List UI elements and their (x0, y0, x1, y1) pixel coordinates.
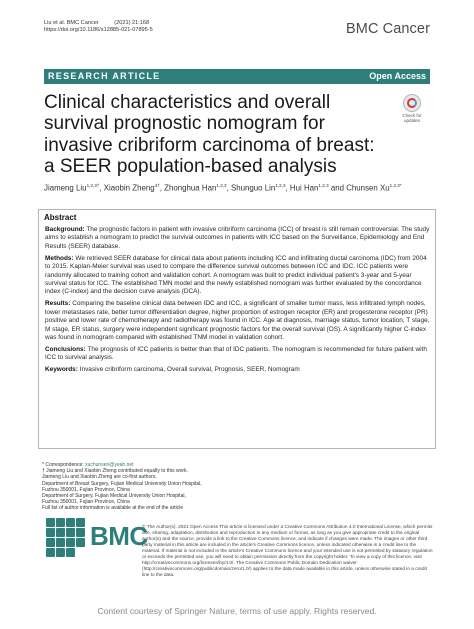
abstract-section-text: The prognostic factors in patient with invasive cribriform carcinoma (ICC) of breast is still remain controversial. The study aims to establish a nomogram to predict the survival outcomes in patients with ICC based on the Surveillance, Epidemiology and End Results (SEER) database. (45, 226, 430, 250)
co-first-note: Jiameng Liu and Xiaobin Zheng are co-first authors. (42, 474, 157, 481)
abstract-section-label: Keywords: (45, 365, 78, 373)
footer-notice: Content courtesy of Springer Nature, terms of use apply. Rights reserved. (97, 606, 377, 616)
abstract-section (45, 226, 431, 251)
article-title: Clinical characteristics and overall survival prognostic nomogram for invasive cribriform carcinoma of breast: a SEER population-based analysis (44, 92, 375, 177)
abstract-heading: Abstract (44, 213, 77, 222)
abstract-section-label: Conclusions: (45, 345, 86, 353)
doi-link[interactable]: https://doi.org/10.1186/s12885-021-07895-5 (44, 27, 153, 33)
affiliation-2: Department of Surgery, Fujian Medical University Union Hospital, Fuzhou 350001, Fujian Province, China (42, 493, 186, 506)
author-affiliation-marker: 1,2,3 (275, 183, 286, 188)
correspondence-email-link[interactable]: xuchunsen@yeah.net (85, 462, 134, 468)
author-list: Jiameng Liu$^{1,2,3\dagger}$, Xiaobin Zheng$^{4\dagger}$, Zhonghua Han$^{1,2,3}$, Shunguo Lin$^{1,2,3}$, Hui Han$^{1,2,3}$ and Chunsen $Xu^{1,2,3*}$ (44, 183, 402, 193)
author-name: Xiaobin Zheng (103, 183, 155, 193)
bmc-logo-text: BMC (90, 521, 148, 551)
abstract-section (45, 255, 431, 297)
author-name: Jiameng Liu (44, 183, 87, 193)
bmc-logo-mark-icon (46, 518, 86, 558)
citation (44, 20, 153, 34)
journal-name[interactable]: BMC Cancer (346, 21, 430, 37)
abstract-section-text: Invasive cribriform carcinoma, Overall survival, Prognosis, SEER, Nomogram (77, 365, 300, 373)
author-name: Zhonghua Han (164, 183, 217, 193)
open-access-label: Open Access (369, 71, 426, 81)
abstract-section-text: We retrieved SEER database for clinical data about patients including ICC and infiltrating ductal carcinoma (IDC) from 2004 to 2015. Kaplan-Meier survival was used to compare the difference survival outcomes between ICC and IDC. ICC patients were randomly allocated to training cohort and validation cohort. A nomogram was built to predict individual patient's 3-year and 5-year survival status for ICC. The established TMN model and the newly established nomogram was further evaluated by the concordance index (C-index) and the decision curve analysis (DCA). (45, 254, 427, 296)
abstract-section-label: Background: (45, 226, 85, 233)
footnotes (42, 462, 220, 512)
author-affiliation-marker: 1,2,3* (389, 183, 402, 188)
author-affiliation-marker: 1,2,3 (216, 183, 227, 188)
abstract-section (45, 366, 431, 374)
abstract-section (45, 346, 431, 363)
check-updates-icon (403, 94, 421, 112)
check-updates-label: Check for updates (402, 113, 422, 123)
author-affiliation-marker: 1,2,3† (86, 183, 100, 188)
affiliation-1: Department of Breast Surgery, Fujian Medical University Union Hospital, Fuzhou 350001, Fujian Province, China (42, 480, 202, 493)
author-affiliation-marker: 1,2,3 (318, 183, 329, 188)
author-name: Hui Han (289, 183, 319, 193)
correspondence-note: * Correspondence: xuchunsen@yeah.net (42, 462, 134, 468)
author-name: Chunsen Xu (346, 183, 390, 193)
article-type-label: RESEARCH ARTICLE (48, 71, 161, 81)
abstract-section-label: Methods: (45, 254, 74, 262)
equal-contribution-note: † Jiameng Liu and Xiaobin Zheng contributed equally to this work. (42, 468, 188, 475)
abstract-box (38, 209, 436, 449)
abstract-section (45, 300, 431, 342)
license-text: © The Author(s). 2021 Open Access This article is licensed under a Creative Commons Attribution 4.0 International License, which permits use, sharing, adaptation, distribution and reproduction in any medium or format, as long as you give appropriate credit to the original author(s) and the source, provide a link to the Creative Commons licence, and indicate if changes were made. The images or other third party material in this article are included in the article's Creative Commons licence, unless indicated otherwise in a credit line to the material. If material is not included in the article's Creative Commons licence and your intended use is not permitted by statutory regulation or exceeds the permitted use, you will need to obtain permission directly from the copyright holder. To view a copy of this licence, visit http://creativecommons.org/licenses/by/4.0/. The Creative Commons Public Domain Dedication waiver (http://creativecommons.org/publicdomain/zero/1.0/) applies to the data made available in this article, unless otherwise stated in a credit line to the data. (142, 525, 433, 578)
abstract-body (45, 226, 431, 378)
citation-line: Liu et al. BMC Cancer (2021) 21:168 (44, 20, 150, 26)
author-info-note: Full list of author information is available at the end of the article (42, 505, 184, 512)
abstract-section-text: The prognosis of ICC patients is better than that of IDC patients. The nomogram is recommended for future patient with ICC to survival analysis. (45, 345, 427, 362)
article-type-banner (44, 69, 430, 84)
abstract-section-text: Comparing the baseline clinical data between IDC and ICC, a significant of smaller tumor mass, less infiltrated lymph nodes, lower metastases rate, better tumor differentiation degree, higher proportion of estrogen receptor (ER) and progesterone receptor (PR) positive and lower rate of chemotherapy and radiotherapy was found in ICC. Age at diagnosis, marriage status, tumor location, T stage, M stage, ER status, surgery were independent significant prognostic factors for the overall survival (OS). A significantly higher C-index was found in nomogram compared with established TNM model in validation cohort. (45, 300, 430, 342)
abstract-section-label: Results: (45, 300, 71, 308)
bmc-logo (46, 518, 148, 560)
check-for-updates-badge[interactable] (397, 94, 427, 126)
author-affiliation-marker: 4† (154, 183, 160, 188)
author-name: Shunguo Lin (230, 183, 276, 193)
